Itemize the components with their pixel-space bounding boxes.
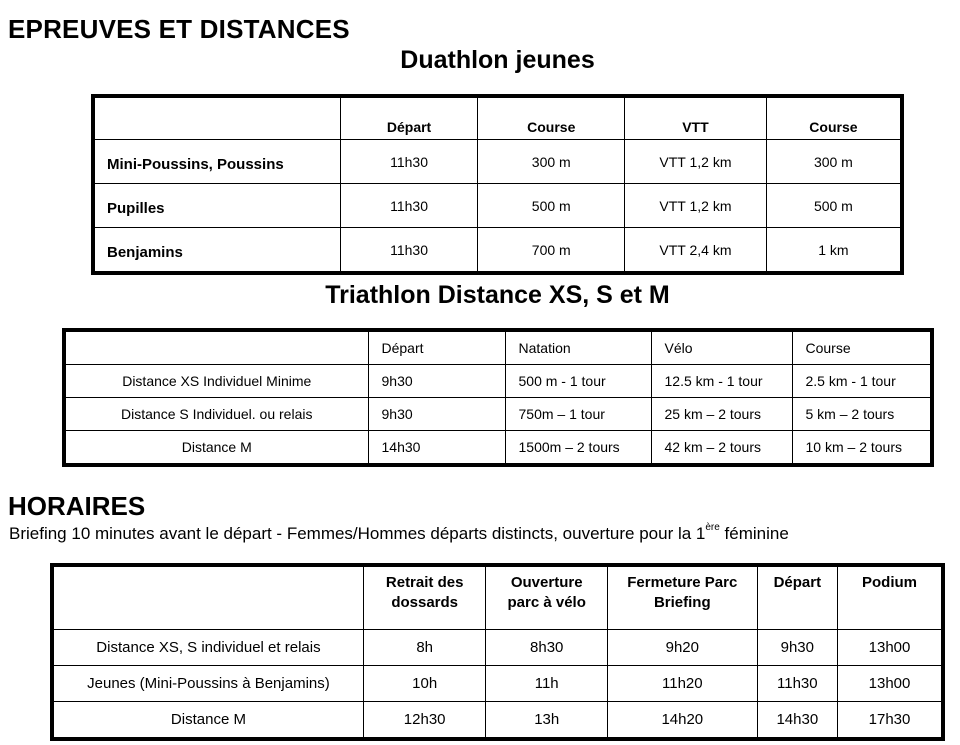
table-row (64, 365, 932, 398)
header-line: parc à vélo (507, 594, 586, 611)
row-label: Pupilles (93, 184, 340, 228)
table-cell: 5 km – 2 tours (792, 398, 932, 431)
header-line: Briefing (653, 594, 711, 611)
table-cell: 12h30 (363, 702, 486, 740)
header-cell (363, 565, 486, 630)
horaires-section-title: HORAIRES (8, 491, 146, 521)
row-label: Mini-Poussins, Poussins (93, 140, 340, 184)
table-cell: 700 m (478, 228, 625, 274)
header-line: Podium (862, 574, 917, 591)
table-cell: 500 m (766, 184, 902, 228)
table-cell: 300 m (478, 140, 625, 184)
table-row (93, 184, 902, 228)
table-row (52, 666, 943, 702)
table-cell: 11h20 (607, 666, 757, 702)
table-header-row (52, 565, 943, 630)
header-line: Fermeture Parc (627, 574, 738, 591)
header-cell (93, 96, 340, 140)
row-label: Distance XS Individuel Minime (64, 365, 368, 398)
table-cell: 14h30 (757, 702, 837, 740)
table-cell: 2.5 km - 1 tour (792, 365, 932, 398)
table-cell: 1500m – 2 tours (505, 431, 651, 466)
row-label: Distance M (52, 702, 363, 740)
table-cell: 750m – 1 tour (505, 398, 651, 431)
table-cell: 10 km – 2 tours (792, 431, 932, 466)
page-title: EPREUVES ET DISTANCES (8, 14, 350, 44)
table-cell: 11h (486, 666, 608, 702)
table-header-row (93, 96, 902, 140)
header-cell: VTT (625, 96, 767, 140)
header-cell: Départ (340, 96, 478, 140)
header-cell (52, 565, 363, 630)
header-line: Ouverture (510, 574, 583, 591)
table-cell: 42 km – 2 tours (651, 431, 792, 466)
header-cell: Départ (368, 330, 505, 365)
table-cell: VTT 1,2 km (625, 184, 767, 228)
table-cell: 10h (363, 666, 486, 702)
table-cell: 11h30 (340, 184, 478, 228)
table-cell: 14h20 (607, 702, 757, 740)
row-label: Distance S Individuel. ou relais (64, 398, 368, 431)
duathlon-section-title: Duathlon jeunes (400, 46, 595, 74)
briefing-text: Briefing 10 minutes avant le départ - Femmes/Hommes départs distincts, ouverture pour la 1 (9, 524, 706, 543)
header-cell (64, 330, 368, 365)
table-cell: 12.5 km - 1 tour (651, 365, 792, 398)
header-cell (757, 565, 837, 630)
table-cell: 8h30 (486, 630, 608, 666)
table-cell: VTT 1,2 km (625, 140, 767, 184)
header-cell: Vélo (651, 330, 792, 365)
table-row (93, 140, 902, 184)
table-cell: 17h30 (838, 702, 944, 740)
briefing-superscript: ère (705, 522, 720, 533)
briefing-note (9, 524, 789, 544)
horaires-table (50, 563, 945, 741)
table-cell: 14h30 (368, 431, 505, 466)
row-label: Jeunes (Mini-Poussins à Benjamins) (52, 666, 363, 702)
table-cell: 9h30 (757, 630, 837, 666)
header-cell: Course (792, 330, 932, 365)
table-cell: 11h30 (340, 228, 478, 274)
table-cell: 11h30 (340, 140, 478, 184)
header-cell (838, 565, 944, 630)
table-cell: 9h30 (368, 398, 505, 431)
table-cell: 500 m (478, 184, 625, 228)
table-row (64, 398, 932, 431)
triathlon-section-title: Triathlon Distance XS, S et M (325, 281, 670, 309)
table-cell: VTT 2,4 km (625, 228, 767, 274)
header-line: Départ (773, 574, 822, 591)
header-cell: Natation (505, 330, 651, 365)
briefing-text-end: féminine (719, 524, 789, 543)
table-cell: 13h00 (838, 630, 944, 666)
table-cell: 9h20 (607, 630, 757, 666)
table-cell: 9h30 (368, 365, 505, 398)
table-row (52, 630, 943, 666)
row-label: Benjamins (93, 228, 340, 274)
header-cell: Course (766, 96, 902, 140)
table-cell: 300 m (766, 140, 902, 184)
table-cell: 13h (486, 702, 608, 740)
table-row (93, 228, 902, 274)
table-cell: 8h (363, 630, 486, 666)
header-line: dossards (391, 594, 459, 611)
header-cell (607, 565, 757, 630)
duathlon-table (91, 94, 904, 275)
table-cell: 11h30 (757, 666, 837, 702)
table-header-row (64, 330, 932, 365)
table-row (64, 431, 932, 466)
table-row (52, 702, 943, 740)
header-cell (486, 565, 608, 630)
table-cell: 25 km – 2 tours (651, 398, 792, 431)
table-cell: 500 m - 1 tour (505, 365, 651, 398)
row-label: Distance M (64, 431, 368, 466)
triathlon-table (62, 328, 934, 467)
table-cell: 1 km (766, 228, 902, 274)
row-label: Distance XS, S individuel et relais (52, 630, 363, 666)
header-cell: Course (478, 96, 625, 140)
table-cell: 13h00 (838, 666, 944, 702)
header-line: Retrait des (385, 574, 464, 591)
